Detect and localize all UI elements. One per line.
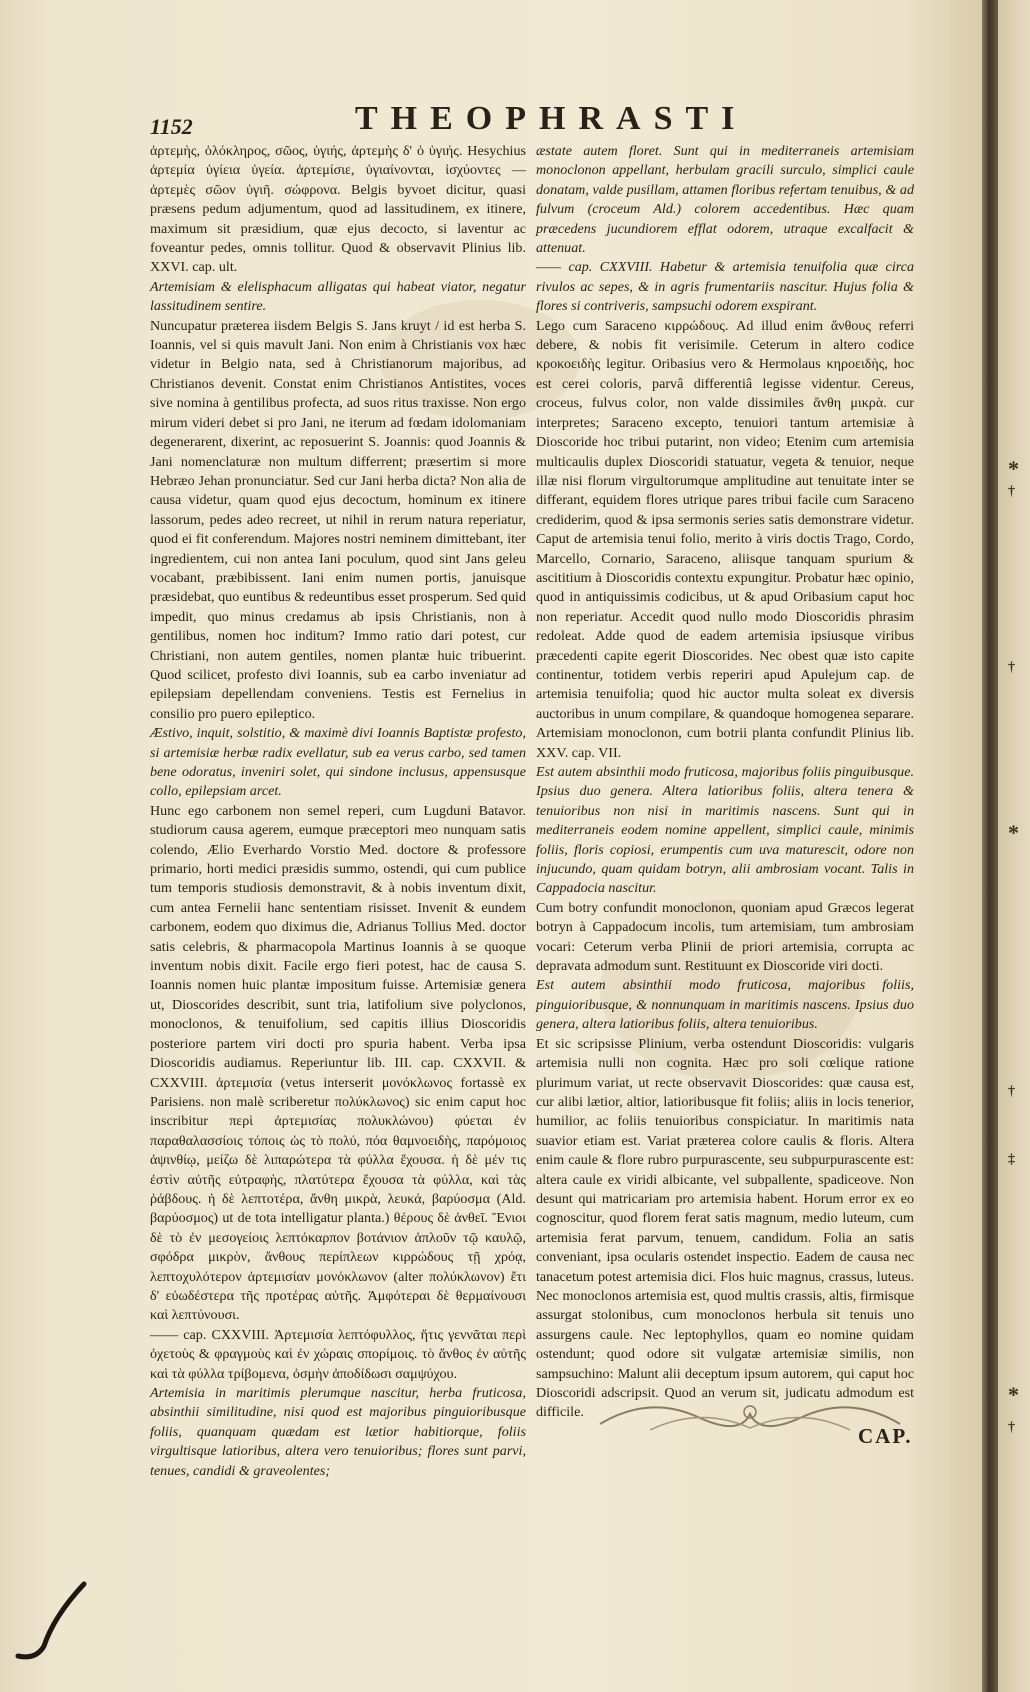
running-head [150, 98, 850, 144]
running-title: THEOPHRASTI [355, 100, 748, 137]
paragraph: Nuncupatur præterea iisdem Belgis S. Jans kruyt / id est herba S. Ioannis, vel si quis mavult Jani. Non enim à Christianis vox hæc videtur in Belgio nata, sed à Christianorum majoribus, ad Christianos devenit. Constat enim Christianos Antistites, voces sive nomina à gentilibus profecta, ad suos ritus traxisse. Non ergo mirum videri debet si pro Jani, ne iterum ad fœdam idolomaniam degenerarent, dixerint, ac reposuerint S. Joannis: quod Joannis & Jani nomenclaturæ non multum differrent; præsertim si more Hebræo Jehan pronunciatur. Sed cur Jani herba dicta? Non alia de causa videtur, quam quod ejus decoctum, hominum ex itinere lassorum, pedes adeo recreet, ut nihil in rerum natura reperiatur, quod ei fit conferendum. Majores nostri neminem dimittebant, iter ingredientem, cui non antea Iani poculum, quod sint Jans geleu vocabant, præbibissent. Iani enim numen portis, januisque præsidebat, quo euntibus & redeuntibus esset prosperum. Sed quid impedit, quo minus credamus ab ipsis Christianis, non à gentilibus, nomen hoc inditum? Immo ratio dari potest, cur Christiani, non autem gentiles, nomen plantæ huic tribuerint. Quod scilicet, profesto divi Ioannis, sub ea carbo inveniatur ad epilepsiam depellendam conveniens. Testis est Fernelius in consilio pro puero epileptico. [150, 317, 526, 722]
margin-mark: * [1008, 1382, 1019, 1407]
paragraph: —— cap. CXXVIII. Ἀρτεμισία λεπτόφυλλος, ἥτις γεννᾶται περὶ ὀχετοὺς & φραγμοὺς καὶ ἐν χώραις σπορίμοις. τὸ ἄνθος ἐν αὐτῆς καὶ τὰ φύλλα τρίβομενα, ὀσμὴν ἀποδίδωσι σαμψύχου. [150, 1326, 526, 1382]
quotation: Artemisia in maritimis plerumque nascitur, herba fruticosa, absinthii similitudine, nisi quod est majoribus pinguioribusque foliis, quanquam quædam est lætior habitiorque, foliis virgultisque latioribus, altera vero tenuioribus; flores sunt parvi, tenues, candidi & graveolentes; [150, 1385, 526, 1479]
right-column [536, 142, 914, 1423]
margin-mark: † [1008, 484, 1015, 499]
margin-mark: ‡ [1008, 1152, 1015, 1167]
quotation: æstate autem floret. Sunt qui in mediterraneis artemisiam monoclonon appellant, herbulam gracili surculo, simplici caule donatam, valde pusillam, attamen floribus refertam tenuibus, & ad fulvum (croceum Ald.) colorem accedentibus. Hæc quam præcedens jucundiorem efflat odorem, utraque excalfacit & attenuat. [536, 143, 914, 257]
paragraph: Cum botry confundit monoclonon, quoniam apud Græcos legerat botryn à Cappadocum incolis, tum artemisiam, tum ambrosiam vocari: Ceterum verba Plinii de priori artemisia, corrupta ac depravata admodum sunt. Restituunt ex Dioscoride viri docti. [536, 899, 914, 975]
quotation: Artemisiam & elelisphacum alligatas qui habeat viator, negatur lassitudinem sentire. [150, 278, 526, 315]
catchword: CAP. [858, 1424, 913, 1448]
margin-mark: † [1008, 1420, 1015, 1435]
quotation: Est autem absinthii modo fruticosa, majoribus foliis pinguibusque. Ipsius duo genera. Altera latioribus foliis, altera tenera & tenuioribus non nisi in maritimis nascens. Sunt qui in mediterraneis eodem nomine appellent, simplici caule, minimis foliis, floris copiosi, erumpentis cum uva maturescit, odore non injucundo, quam quidam botryn, alii ambrosiam vocant. Talis in Cappadocia nascitur. [536, 764, 914, 897]
quotation: Est autem absinthii modo fruticosa, majoribus foliis, pinguioribusque, & nonnunquam in maritimis nascens. Ipsius duo genera, altera latioribus foliis, altera tenuioribus. [536, 977, 914, 1033]
facing-page-edge [998, 0, 1030, 1692]
quotation: —— cap. CXXVIII. Habetur & artemisia tenuifolia quæ circa rivulos ac sepes, & in agris frumentariis nascitur. Hujus folia & flores si contriveris, sampsuchi odorem exspirant. [536, 259, 914, 315]
margin-mark: † [1008, 660, 1015, 675]
paragraph: ἀρτεμὴς, ὁλόκληρος, σῶος, ὑγιής, ἀρτεμὴς δ' ὁ ὑγιής. Hesychius ἀρτεμία ὑγίεια ὑγεία. ἀρτεμίσιε, ὑγιαίνονται, ἰσχύοντες — ἀρτεμὲς σῶον ὑγιῆ. σώφρονα. Belgis byvoet dicitur, quasi præsens pedum adjumentum, quod ad lassitudinem, ex itinere, maximum sit præsidium, quæ ejus decocto, si laventur ac foveantur pedes, omnis tollitur. Quod & observavit Plinius lib. XXVI. cap. ult. [150, 143, 526, 276]
quotation: Æstivo, inquit, solstitio, & maximè divi Ioannis Baptistæ profesto, si artemisiæ herbæ radix evellatur, sub ea verus carbo, sed tamen bene odoratus, inveniri solet, qui sindone inclusus, appensusque collo, epilepsiam arcet. [150, 725, 526, 800]
left-column [150, 142, 526, 1481]
ink-flourish-icon [14, 1576, 94, 1666]
paragraph: Et sic scripsisse Plinium, verba ostendunt Dioscoridis: vulgaris artemisia nulli non cognita. Hæc pro soli cœlique ratione plurimum variat, ut recte observavit Dioscorides: quæ causa est, cur alibi lætior, altior, latioribusque fit foliis; aliis in locis tenerior, humilior, ac foliis tenuioribus conspiciatur. In maritimis nata suavior etiam est. Variat præterea colore caulis & floris. Altera enim caule & flore rubro purpurascente, seu subpurpurascente est: altera caule ex viridi albicante, vel subpallente, spadiceove. Non desunt qui matricariam pro artemisia habent. Horum error ex eo cognoscitur, quod florem ferat satis magnum, medio luteum, cum artemisia ferat parvum, tenuem, candidum. Folia an satis conveniant, ipsa ocularis ostendet inspectio. Eadem de causa nec tanacetum potest artemisia dici. Flos huic magnus, crassus, luteus. Nec monoclonos artemisia est, quod multis crassis, altis, firmisque assurgat stolonibus, cum monoclonos herbula sit tenuis uno assurgens caule. Nec leptophyllos, quam eo nomine quidam ostendunt; quod odore sit vulgatæ artemisiæ similis, non sampsuchino: Malunt alii deceptum ipsum autorem, qui caput hoc Dioscoridi adscripsit. Quod an verum sit, judicatu admodum est difficile. [536, 1035, 914, 1421]
margin-mark: * [1008, 456, 1019, 481]
paragraph: Lego cum Saraceno κιρρώδους. Ad illud enim ἄνθους referri debere, & nobis fit verisimile. Ceterum in altero codice κροκοειδὴς legitur. Oribasius vero & Hermolaus κηροειδὴς, hoc est cerei coloris, parvâ differentiâ legisse videntur. Cereus, croceus, fulvus color, non valde dissimiles ἄνθη μικρὰ. cur interpretes; Saraceno excepto, tenuiori tantum artemisiæ à Dioscoride hoc tribui putarint, non video; Etenim cum artemisia multicaulis duplex Dioscoridi statuatur, vegeta & tenuior, neque illæ nisi florum virgultorumque amplitudine aut tenuitate inter se differant, equidem flores utrique pares tribui facile cum Saraceno crediderim, quod & ipsa sermonis series satis demonstrare videtur. Caput de artemisia tenui folio, merito à viris doctis Trago, Cordo, Marcello, Cornario, Saraceno, aliisque tanquam spurium & ascititium à Dioscoridis contextu expungitur. Probatur hæc opinio, quod in antiquissimis codicibus, ut & apud Oribasium caput hoc non reperiatur. Accedit quod nullo modo Dioscoridis phrasim redoleat. Adde quod de eadem artemisia ipsiusque viribus præcedenti capite egerit Dioscorides. Nec obest quæ isto capite continentur, totidem verbis reperiri apud Apulejum cap. de artemisia tenuifolia; quod hic auctor multa soleat ex diversis auctoribus in unum compilare, & quandoque homogenea separare. Artemisiam monoclonon, cum botrii planta confundit Plinius lib. XXV. cap. VII. [536, 317, 914, 761]
margin-mark: † [1008, 1084, 1015, 1099]
paragraph: Hunc ego carbonem non semel reperi, cum Lugduni Batavor. studiorum causa agerem, eumque præceptori meo nunquam satis colendo, Ælio Everhardo Vorstio Med. doctore & professore primario, horti medici præsidis summo, ostendi, qui cum publice tum temporis studiosis demonstravit, & à nobis inventum dixit, cum antea Fernelii hanc sententiam risisset. Invenit & eundem carbonem, eodem quo diximus die, Adrianus Tollius Med. doctor satis celebris, & pharmacopola Martinus Ioannis à se quoque inventum nobis dixit. Facile ergo fieri potest, hac de causa S. Ioannis nomen huic plantæ impositum fuisse. Artemisiæ genera ut, Dioscorides describit, sunt tria, latifolium sive polyclonos, monoclonos, & tenuifolium, sed capitis illius Dioscoridis posteriore partem viri docti pro spuria habent. Verba ipsa Dioscoridis audiamus. Reperiuntur lib. III. cap. CXXVII. & CXXVIII. ἀρτεμισία (vetus interserit μονόκλωνος fortassè ex Parisiens. non malè scriberetur πολύκλωνος) sic enim caput hoc inscribitur περὶ ἀρτεμισίας πολυκλώνου) φύεται ἐν παραθαλασσίοις τόποις ὡς τὸ πολύ, πόα θαμνοειδὴς, παρόμοιος ἀψινθίῳ, μείζω δὲ λιπαρώτερα τὰ φύλλα ἔχουσα. ἡ δὲ μέν τις ἐστὶν αὐτῆς εὐτραφὴς, πλατύτερα ἔχουσα τὰ φύλλα, καὶ τὰς ῥάβδους. ἡ δὲ λεπτοτέρα, ἄνθη μικρὰ, λευκά, βαρύοσμα (Ald. βαρύοσμος) ut de tota intelligatur planta.) θέρους δὲ ἀνθεῖ. Ἔνιοι δὲ τὸ ἐν μεσογείοις λεπτόκαρπον βοτάνιον ἁπλοῦν τῷ καυλῷ, σφόδρα μικρὸν, ἄνθους περίπλεων κιρρώδους τῇ χρόᾳ, λεπτοχυλότερον ἀρτεμισίαν μονόκλωνον (alter πολύκλωνον) ἔτι δ' εὐωδέστερα τῆς προτέρας αὐτῆς. Ἀμφότεραι δὲ θερμαίνουσι καὶ λεπτύνουσι. [150, 802, 526, 1324]
page-number: 1152 [150, 114, 193, 139]
margin-mark: * [1008, 820, 1019, 845]
book-gutter [982, 0, 998, 1692]
